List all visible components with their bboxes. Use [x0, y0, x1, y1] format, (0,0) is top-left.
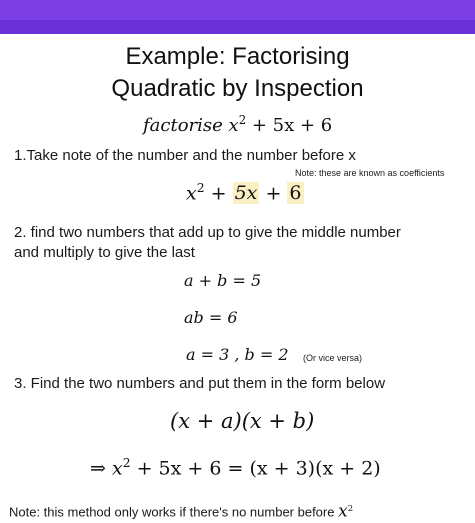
factor-form: (x + a)(x + b)	[170, 409, 315, 433]
header-bar	[0, 0, 475, 34]
title-line-2: Quadratic by Inspection	[111, 75, 364, 102]
step1-exp: 2	[196, 181, 205, 195]
step-2-text-line-1: 2. find two numbers that add up to give the middle number	[14, 224, 401, 241]
result-exp: 2	[122, 456, 131, 470]
title-line-1: Example: Factorising	[125, 43, 350, 70]
footer-x: x	[338, 501, 348, 522]
footer-note-text: Note: this method only works if there's no number before	[9, 504, 335, 520]
step-1-text: 1.Take note of the number and the number before x	[14, 147, 356, 164]
header-band	[0, 20, 475, 34]
expr-x: x	[228, 115, 239, 136]
expr-exp: 2	[238, 113, 247, 127]
equation-sum: a + b = 5	[184, 271, 262, 290]
step-1-expression	[186, 181, 304, 204]
step-3-text: 3. Find the two numbers and put them in the form below	[14, 375, 386, 392]
highlighted-coefficient: 5x	[234, 182, 258, 205]
coefficients-note: Note: these are known as coefficients	[295, 168, 445, 178]
step1-x: x	[186, 182, 197, 205]
result-post: + 5x + 6 = (x + 3)(x + 2)	[136, 457, 381, 480]
expr-rest: + 5x + 6	[251, 115, 333, 136]
step1-plus-1: +	[210, 182, 227, 205]
step1-plus-2: +	[265, 182, 282, 205]
result-expression	[90, 456, 381, 479]
result-pre: ⇒ x	[90, 457, 123, 480]
footer-note	[9, 498, 353, 522]
equation-product: ab = 6	[184, 308, 238, 327]
vice-versa-note: (Or vice versa)	[303, 353, 363, 363]
step-2-text-line-2: and multiply to give the last	[14, 244, 195, 261]
highlighted-constant: 6	[289, 182, 302, 205]
factorise-word: factorise	[143, 115, 223, 136]
factorise-expression	[143, 113, 332, 136]
footer-exp: 2	[347, 503, 354, 513]
equation-solution: a = 3 , b = 2	[186, 345, 289, 364]
